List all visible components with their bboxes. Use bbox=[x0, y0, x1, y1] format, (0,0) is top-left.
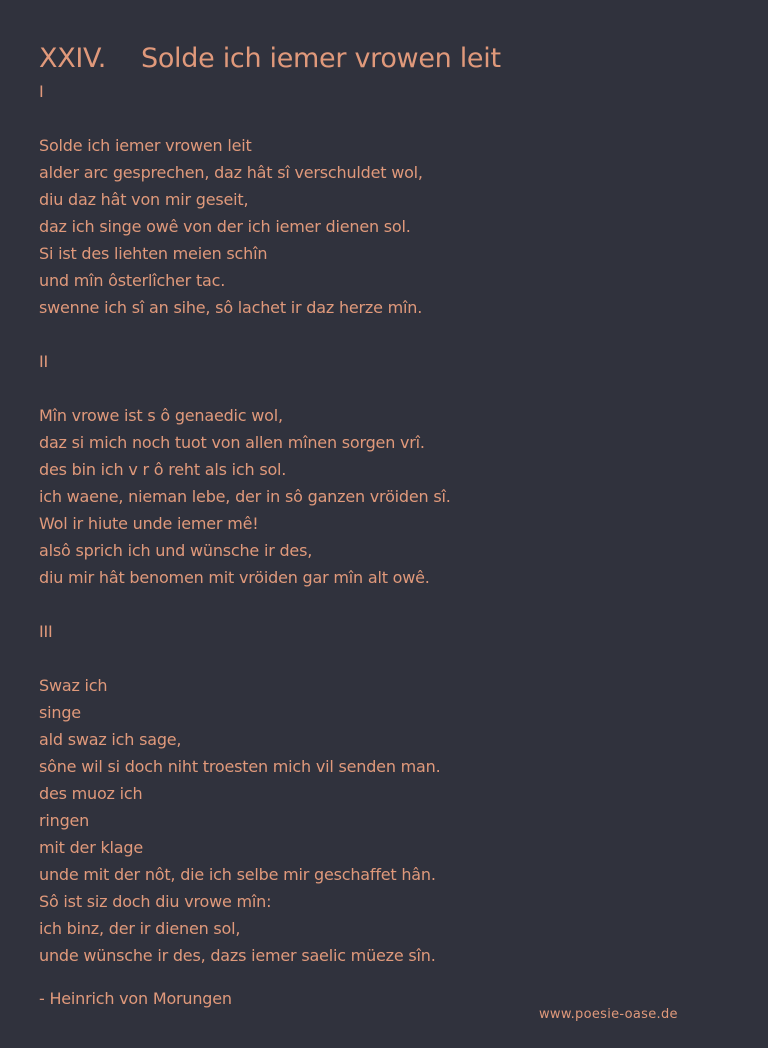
verse-line: Mîn vrowe ist s ô genaedic wol, bbox=[39, 406, 283, 425]
stanza-spacer bbox=[39, 591, 739, 618]
verse-line: singe bbox=[39, 703, 81, 722]
stanza-spacer bbox=[39, 645, 739, 672]
verse-line: Swaz ich bbox=[39, 676, 108, 695]
verse-line: daz ich singe owê von der ich iemer dienen sol. bbox=[39, 217, 411, 236]
stanza-spacer bbox=[39, 321, 739, 348]
verse-line: diu mir hât benomen mit vröiden gar mîn alt owê. bbox=[39, 568, 430, 587]
stanza-numeral: III bbox=[39, 622, 53, 641]
poem-document bbox=[39, 40, 739, 969]
poem-title bbox=[39, 40, 739, 78]
stanza-spacer bbox=[39, 375, 739, 402]
verse-line: des bin ich v r ô reht als ich sol. bbox=[39, 460, 287, 479]
verse-line: alsô sprich ich und wünsche ir des, bbox=[39, 541, 313, 560]
poem-number: XXIV. bbox=[39, 43, 107, 74]
verse-line: ald swaz ich sage, bbox=[39, 730, 182, 749]
verse-line: mit der klage bbox=[39, 838, 143, 857]
verse-line: ich binz, der ir dienen sol, bbox=[39, 919, 241, 938]
verse-line: alder arc gesprechen, daz hât sî verschuldet wol, bbox=[39, 163, 423, 182]
verse-line: swenne ich sî an sihe, sô lachet ir daz herze mîn. bbox=[39, 298, 423, 317]
verse-line: und mîn ôsterlîcher tac. bbox=[39, 271, 226, 290]
stanza-numeral: II bbox=[39, 352, 49, 371]
verse-line: ringen bbox=[39, 811, 90, 830]
stanza-1 bbox=[39, 78, 739, 348]
verse-line: ich waene, nieman lebe, der in sô ganzen vröiden sî. bbox=[39, 487, 451, 506]
verse-line: sône wil si doch niht troesten mich vil senden man. bbox=[39, 757, 441, 776]
stanza-spacer bbox=[39, 105, 739, 132]
verse-line: Solde ich iemer vrowen leit bbox=[39, 136, 252, 155]
website-url: www.poesie-oase.de bbox=[539, 1007, 678, 1022]
stanza-3 bbox=[39, 618, 739, 969]
stanza-numeral: I bbox=[39, 82, 44, 101]
verse-line: Si ist des liehten meien schîn bbox=[39, 244, 268, 263]
verse-line: unde mit der nôt, die ich selbe mir geschaffet hân. bbox=[39, 865, 436, 884]
stanza-2 bbox=[39, 348, 739, 618]
poem-title-text: Solde ich iemer vrowen leit bbox=[141, 43, 501, 74]
verse-line: unde wünsche ir des, dazs iemer saelic müeze sîn. bbox=[39, 946, 436, 965]
verse-line: daz si mich noch tuot von allen mînen sorgen vrî. bbox=[39, 433, 425, 452]
verse-line: diu daz hât von mir geseit, bbox=[39, 190, 249, 209]
verse-line: des muoz ich bbox=[39, 784, 143, 803]
author-signature: - Heinrich von Morungen bbox=[39, 989, 232, 1008]
verse-line: Wol ir hiute unde iemer mê! bbox=[39, 514, 259, 533]
verse-line: Sô ist siz doch diu vrowe mîn: bbox=[39, 892, 272, 911]
